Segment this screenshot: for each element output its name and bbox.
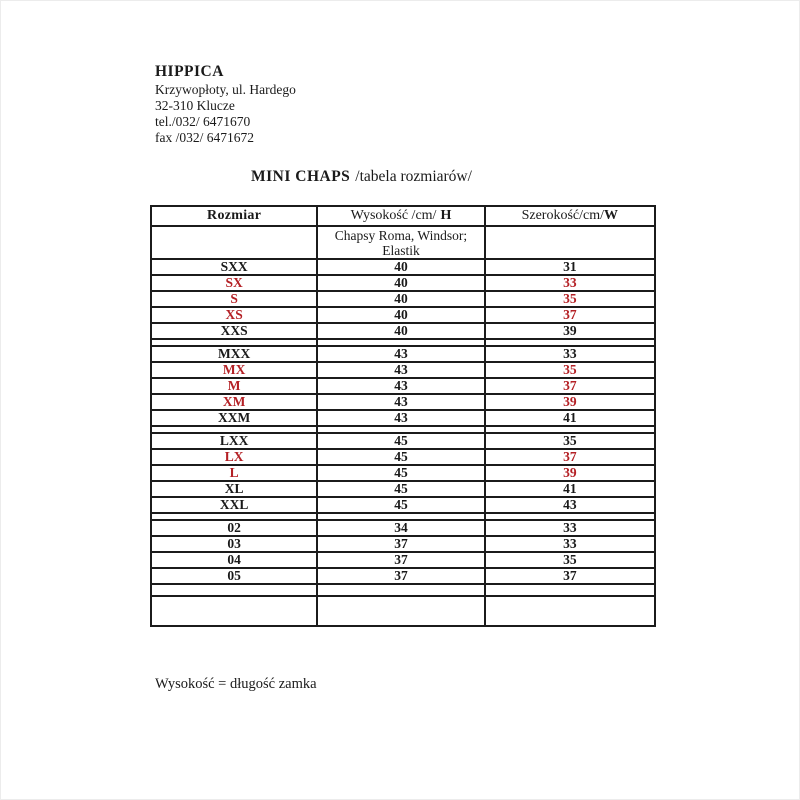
column-header-wysokosc-label: Wysokość /cm/ [350,208,437,223]
height-cell: 37 [317,536,484,552]
height-cell: 34 [317,520,484,536]
height-cell: 40 [317,307,484,323]
size-cell: 02 [151,520,317,536]
height-cell: 40 [317,259,484,275]
empty-cell [317,339,484,346]
height-cell: 45 [317,497,484,513]
width-cell: 37 [485,449,655,465]
size-cell: SXX [151,259,317,275]
width-cell: 33 [485,275,655,291]
subheader-empty-cell [151,226,317,259]
column-header-wysokosc-unit: H [440,208,452,223]
empty-row [151,596,655,626]
size-cell: MX [151,362,317,378]
spacer-row [151,339,655,346]
width-cell: 35 [485,552,655,568]
height-cell: 45 [317,481,484,497]
empty-cell [151,426,317,433]
table-row [151,291,655,307]
size-cell: L [151,465,317,481]
table-row [151,259,655,275]
table-row [151,568,655,584]
empty-cell [317,426,484,433]
width-cell: 41 [485,481,655,497]
table-subheader-row [151,226,655,259]
column-header-rozmiar: Rozmiar [151,206,317,226]
width-cell: 39 [485,465,655,481]
height-cell: 45 [317,449,484,465]
subheader-models-line1: Chapsy Roma, Windsor; [334,227,468,243]
height-cell: 40 [317,275,484,291]
table-row [151,520,655,536]
empty-cell [151,596,317,626]
size-cell: XL [151,481,317,497]
table-row [151,410,655,426]
width-cell: 41 [485,410,655,426]
width-cell: 43 [485,497,655,513]
company-phone: tel./032/ 6471670 [155,114,251,129]
empty-cell [485,596,655,626]
empty-cell [151,339,317,346]
size-cell: LX [151,449,317,465]
column-header-szerokosc-label: Szerokość/cm/ [521,208,605,223]
footer-note: Wysokość = długość zamka [155,676,317,692]
table-header-row [151,206,655,226]
column-header-szerokosc-unit: W [604,208,619,223]
size-table [150,205,656,627]
column-header-wysokosc [317,206,484,226]
height-cell: 45 [317,465,484,481]
page-title-subtitle: /tabela rozmiarów/ [355,168,472,185]
width-cell: 33 [485,520,655,536]
height-cell: 43 [317,410,484,426]
height-cell: 43 [317,378,484,394]
company-header [155,64,296,146]
table-row [151,346,655,362]
table-row [151,307,655,323]
table-row [151,449,655,465]
subheader-models-line2: Elastik [382,242,420,258]
size-cell: MXX [151,346,317,362]
empty-cell [317,596,484,626]
empty-cell [151,513,317,520]
height-cell: 37 [317,552,484,568]
table-row [151,481,655,497]
height-cell: 43 [317,362,484,378]
table-row [151,433,655,449]
spacer-row [151,426,655,433]
spacer-row [151,513,655,520]
height-cell: 40 [317,291,484,307]
width-cell: 33 [485,536,655,552]
table-row [151,275,655,291]
subheader-models-cell [317,226,484,259]
size-cell: XXM [151,410,317,426]
column-header-szerokosc [485,206,655,226]
height-cell: 40 [317,323,484,339]
size-cell: 03 [151,536,317,552]
table-row [151,465,655,481]
size-cell: XXL [151,497,317,513]
width-cell: 39 [485,323,655,339]
company-name: HIPPICA [155,63,224,80]
height-cell: 37 [317,568,484,584]
width-cell: 35 [485,433,655,449]
height-cell: 43 [317,346,484,362]
size-cell: M [151,378,317,394]
empty-cell [485,513,655,520]
width-cell: 37 [485,307,655,323]
width-cell: 35 [485,291,655,307]
subheader-empty-cell [485,226,655,259]
size-cell: XXS [151,323,317,339]
empty-row [151,584,655,596]
size-cell: LXX [151,433,317,449]
table-row [151,323,655,339]
width-cell: 37 [485,568,655,584]
size-cell: XS [151,307,317,323]
table-row [151,536,655,552]
company-fax: fax /032/ 6471672 [155,130,254,145]
size-cell: S [151,291,317,307]
size-cell: 04 [151,552,317,568]
table-row [151,378,655,394]
table-row [151,552,655,568]
company-address-line-2: 32-310 Klucze [155,98,235,113]
empty-cell [317,584,484,596]
table-row [151,497,655,513]
table-row [151,362,655,378]
height-cell: 43 [317,394,484,410]
empty-cell [485,584,655,596]
width-cell: 35 [485,362,655,378]
height-cell: 45 [317,433,484,449]
size-cell: 05 [151,568,317,584]
width-cell: 37 [485,378,655,394]
table-row [151,394,655,410]
empty-cell [317,513,484,520]
size-cell: SX [151,275,317,291]
page-title [251,168,472,186]
empty-cell [485,339,655,346]
empty-cell [485,426,655,433]
empty-cell [151,584,317,596]
size-cell: XM [151,394,317,410]
company-address-line-1: Krzywopłoty, ul. Hardego [155,82,296,97]
width-cell: 33 [485,346,655,362]
page-title-product: MINI CHAPS [251,168,351,185]
width-cell: 39 [485,394,655,410]
width-cell: 31 [485,259,655,275]
